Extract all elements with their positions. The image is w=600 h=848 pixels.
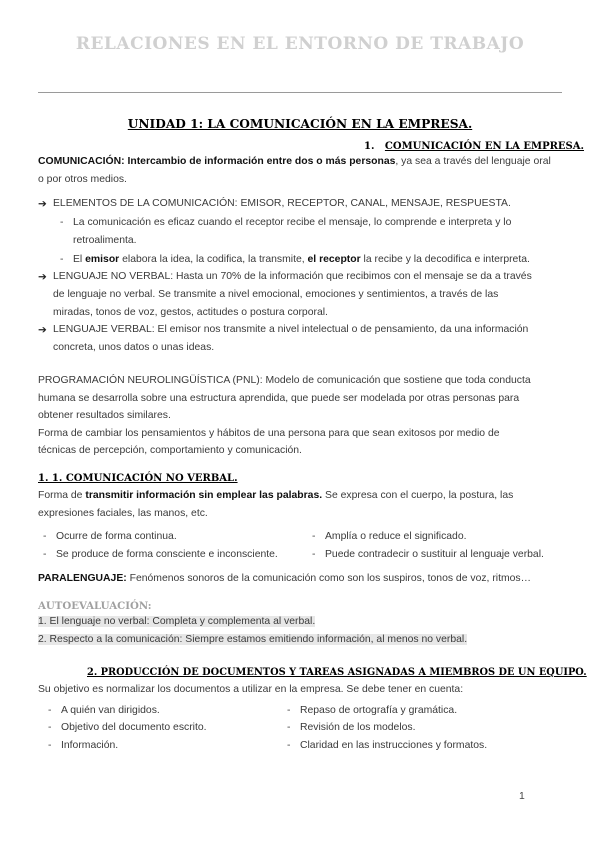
nonverbal-def-rest: Se expresa con el cuerpo, la postura, las bbox=[325, 490, 514, 501]
list-item: Puede contradecir o sustituir al lenguaje verbal. bbox=[325, 549, 544, 560]
arrow-icon: ➔ bbox=[38, 272, 47, 283]
section-2-heading: 2. PRODUCCIÓN DE DOCUMENTOS Y TAREAS ASIGNADAS A MIEMBROS DE UN EQUIPO. bbox=[87, 667, 587, 678]
nonverbal-line-2: de lenguaje no verbal. Se transmite a nivel emocional, emociones y sentimientos, a través de las bbox=[53, 289, 499, 300]
dash-bullet: - bbox=[60, 254, 64, 265]
pnl-line-1: PROGRAMACIÓN NEUROLINGÜÍSTICA (PNL): Modelo de comunicación que sostiene que toda conducta bbox=[38, 375, 531, 386]
dash-bullet: - bbox=[48, 722, 52, 733]
pnl-line-3: obtener resultados similares. bbox=[38, 410, 171, 421]
arrow-icon: ➔ bbox=[38, 325, 47, 336]
nonverbal-def-bold: transmitir información sin emplear las palabras. bbox=[85, 490, 323, 501]
pnl-line-4: Forma de cambiar los pensamientos y hábitos de una persona para que sean exitosos por medio de bbox=[38, 428, 500, 439]
emisor-end: la recibe y la decodifica e interpreta. bbox=[363, 254, 530, 265]
nonverbal-def-pre: Forma de bbox=[38, 490, 83, 501]
definition-line-2: o por otros medios. bbox=[38, 174, 127, 185]
receptor-bold: el receptor bbox=[307, 254, 361, 265]
unit-title: UNIDAD 1: LA COMUNICACIÓN EN LA EMPRESA. bbox=[127, 117, 473, 131]
efficacy-line-2: retroalimenta. bbox=[73, 235, 137, 246]
section-1-number: 1. bbox=[364, 141, 375, 152]
emisor-line bbox=[73, 254, 530, 265]
verbal-line-1: LENGUAJE VERBAL: El emisor nos transmite a nivel intelectual o de pensamiento, da una información bbox=[53, 324, 529, 335]
dash-bullet: - bbox=[287, 740, 291, 751]
list-item: Se produce de forma consciente e inconsciente. bbox=[56, 549, 278, 560]
dash-bullet: - bbox=[287, 705, 291, 716]
emisor-pre: El bbox=[73, 254, 83, 265]
autoevaluacion-item: 2. Respecto a la comunicación: Siempre estamos emitiendo información, al menos no verbal. bbox=[38, 634, 468, 645]
dash-bullet: - bbox=[48, 740, 52, 751]
paralenguaje-line bbox=[38, 573, 531, 584]
definition-rest: , ya sea a través del lenguaje oral bbox=[395, 156, 551, 167]
dash-bullet: - bbox=[60, 217, 64, 228]
nonverbal-def-line-2: expresiones faciales, las manos, etc. bbox=[38, 508, 208, 519]
list-item: Repaso de ortografía y gramática. bbox=[300, 705, 458, 716]
definition-bold-text: Intercambio de información entre dos o más personas bbox=[127, 156, 396, 167]
section-1-heading bbox=[364, 141, 584, 152]
dash-bullet: - bbox=[43, 549, 47, 560]
elements-line: ELEMENTOS DE LA COMUNICACIÓN: EMISOR, RECEPTOR, CANAL, MENSAJE, RESPUESTA. bbox=[53, 198, 511, 209]
dash-bullet: - bbox=[43, 531, 47, 542]
dash-bullet: - bbox=[48, 705, 52, 716]
nonverbal-line-3: miradas, tonos de voz, gestos, actitudes o postura corporal. bbox=[53, 307, 328, 318]
autoevaluacion-item: 1. El lenguaje no verbal: Completa y complementa al verbal. bbox=[38, 616, 316, 627]
pnl-line-2: humana se desarrolla sobre una estructura aprendida, que puede ser modelada por otras personas para bbox=[38, 393, 520, 404]
paralenguaje-text: Fenómenos sonoros de la comunicación como son los suspiros, tonos de voz, ritmos… bbox=[129, 573, 531, 584]
list-item: Objetivo del documento escrito. bbox=[61, 722, 207, 733]
list-item: Ocurre de forma continua. bbox=[56, 531, 177, 542]
dash-bullet: - bbox=[312, 531, 316, 542]
autoevaluacion-heading: AUTOEVALUACIÓN: bbox=[38, 600, 152, 612]
efficacy-line-1: La comunicación es eficaz cuando el receptor recibe el mensaje, lo comprende e interpreta y lo bbox=[73, 217, 512, 228]
definition-label: COMUNICACIÓN: bbox=[38, 156, 125, 167]
paralenguaje-label: PARALENGUAJE: bbox=[38, 573, 127, 584]
comunicacion-definition bbox=[38, 156, 551, 167]
list-item: Revisión de los modelos. bbox=[300, 722, 416, 733]
dash-bullet: - bbox=[287, 722, 291, 733]
document-title: RELACIONES EN EL ENTORNO DE TRABAJO bbox=[75, 34, 525, 54]
emisor-mid: elabora la idea, la codifica, la transmite, bbox=[122, 254, 305, 265]
emisor-bold: emisor bbox=[85, 254, 120, 265]
page-number: 1 bbox=[519, 791, 525, 802]
arrow-icon: ➔ bbox=[38, 199, 47, 210]
nonverbal-def-line-1 bbox=[38, 490, 513, 501]
list-item: Claridad en las instrucciones y formatos. bbox=[300, 740, 488, 751]
pnl-line-5: técnicas de percepción, comportamiento y comunicación. bbox=[38, 445, 302, 456]
list-item: Información. bbox=[61, 740, 119, 751]
title-divider bbox=[38, 92, 562, 93]
list-item: Amplía o reduce el significado. bbox=[325, 531, 467, 542]
list-item: A quién van dirigidos. bbox=[61, 705, 160, 716]
section-2-intro: Su objetivo es normalizar los documentos a utilizar en la empresa. Se debe tener en cuenta: bbox=[38, 684, 464, 695]
dash-bullet: - bbox=[312, 549, 316, 560]
section-1-title: COMUNICACIÓN EN LA EMPRESA. bbox=[384, 141, 584, 152]
nonverbal-line-1: LENGUAJE NO VERBAL: Hasta un 70% de la información que recibimos con el mensaje se da a través bbox=[53, 271, 532, 282]
section-1-1-heading: 1. 1. COMUNICACIÓN NO VERBAL. bbox=[38, 473, 238, 484]
verbal-line-2: concreta, unos datos o unas ideas. bbox=[53, 342, 215, 353]
